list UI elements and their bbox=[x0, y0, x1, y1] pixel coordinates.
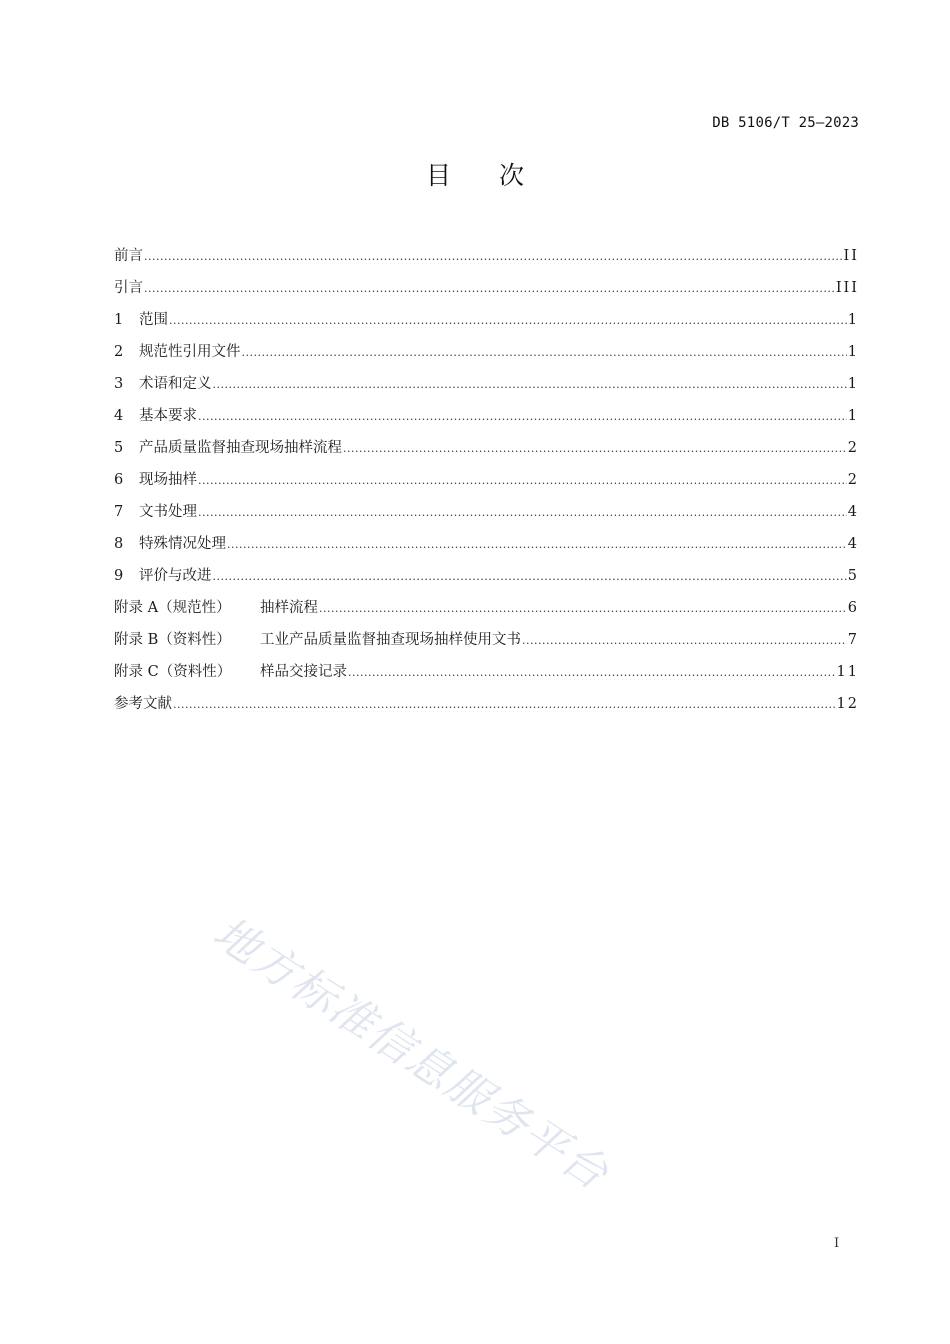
toc-entry-label: 抽样流程 bbox=[260, 600, 318, 616]
toc-entry-label: 工业产品质量监督抽查现场抽样使用文书 bbox=[260, 632, 521, 648]
toc-entry-number: 8 bbox=[114, 536, 124, 552]
dot-leader bbox=[242, 346, 847, 359]
toc-entry-label: 引言 bbox=[114, 280, 143, 296]
toc-entry-number: 5 bbox=[114, 440, 124, 456]
toc-entry-bibliography[interactable] bbox=[114, 692, 859, 724]
toc-entry-label: 评价与改进 bbox=[139, 568, 212, 584]
toc-entry-label: 前言 bbox=[114, 248, 143, 264]
toc-entry-scope[interactable] bbox=[114, 308, 859, 340]
dot-leader bbox=[522, 634, 847, 647]
document-code: DB 5106/T 25—2023 bbox=[712, 115, 859, 131]
toc-entry-page: 7 bbox=[847, 632, 859, 648]
toc-entry-basic-requirements[interactable] bbox=[114, 404, 859, 436]
dot-leader bbox=[144, 282, 835, 295]
toc-entry-evaluation[interactable] bbox=[114, 564, 859, 596]
toc-entry-label: 参考文献 bbox=[114, 696, 172, 712]
table-of-contents bbox=[114, 244, 859, 724]
toc-entry-page: 2 bbox=[847, 472, 859, 488]
dot-leader bbox=[213, 570, 847, 583]
toc-entry-onsite-sampling[interactable] bbox=[114, 468, 859, 500]
toc-entry-page: 1 bbox=[847, 344, 859, 360]
dot-leader bbox=[198, 506, 847, 519]
toc-entry-page: 4 bbox=[847, 536, 859, 552]
dot-leader bbox=[227, 538, 847, 551]
dot-leader bbox=[348, 666, 836, 679]
toc-entry-introduction[interactable] bbox=[114, 276, 859, 308]
toc-entry-number: 1 bbox=[114, 312, 124, 328]
toc-entry-page: 1 bbox=[847, 376, 859, 392]
toc-entry-special-cases[interactable] bbox=[114, 532, 859, 564]
toc-entry-page: II bbox=[843, 248, 859, 264]
dot-leader bbox=[144, 250, 843, 263]
toc-entry-document-handling[interactable] bbox=[114, 500, 859, 532]
toc-entry-number: 3 bbox=[114, 376, 124, 392]
toc-entry-number: 4 bbox=[114, 408, 124, 424]
toc-entry-page: 1 bbox=[847, 408, 859, 424]
toc-entry-label: 术语和定义 bbox=[139, 376, 212, 392]
toc-entry-sampling-process[interactable] bbox=[114, 436, 859, 468]
toc-entry-foreword[interactable] bbox=[114, 244, 859, 276]
toc-entry-label: 基本要求 bbox=[139, 408, 197, 424]
toc-entry-label: 特殊情况处理 bbox=[139, 536, 226, 552]
dot-leader bbox=[213, 378, 847, 391]
page-title: 目次 bbox=[425, 161, 572, 190]
toc-entry-normative-references[interactable] bbox=[114, 340, 859, 372]
dot-leader bbox=[173, 698, 836, 711]
toc-entry-page: 4 bbox=[847, 504, 859, 520]
toc-entry-appendix-b[interactable] bbox=[114, 628, 859, 660]
toc-entry-appendix: 附录 A（规范性） bbox=[114, 600, 231, 616]
toc-entry-number: 9 bbox=[114, 568, 124, 584]
toc-entry-label: 文书处理 bbox=[139, 504, 197, 520]
watermark: 地方标准信息服务平台 bbox=[204, 907, 618, 1201]
toc-entry-label: 产品质量监督抽查现场抽样流程 bbox=[139, 440, 342, 456]
toc-entry-appendix-a[interactable] bbox=[114, 596, 859, 628]
toc-entry-label: 现场抽样 bbox=[139, 472, 197, 488]
dot-leader bbox=[169, 314, 847, 327]
toc-entry-page: 6 bbox=[847, 600, 859, 616]
page-number: I bbox=[834, 1236, 840, 1251]
toc-entry-number: 6 bbox=[114, 472, 124, 488]
toc-entry-page: 5 bbox=[847, 568, 859, 584]
dot-leader bbox=[198, 410, 847, 423]
toc-entry-terms[interactable] bbox=[114, 372, 859, 404]
toc-entry-label: 样品交接记录 bbox=[260, 664, 347, 680]
toc-entry-label: 范围 bbox=[139, 312, 168, 328]
toc-entry-page: III bbox=[835, 280, 859, 296]
toc-entry-number: 2 bbox=[114, 344, 124, 360]
toc-entry-label: 规范性引用文件 bbox=[139, 344, 241, 360]
toc-entry-page: 2 bbox=[847, 440, 859, 456]
dot-leader bbox=[319, 602, 847, 615]
dot-leader bbox=[198, 474, 847, 487]
toc-entry-page: 1 bbox=[847, 312, 859, 328]
toc-entry-appendix: 附录 C（资料性） bbox=[114, 664, 232, 680]
toc-entry-appendix-c[interactable] bbox=[114, 660, 859, 692]
toc-entry-page: 12 bbox=[836, 696, 859, 712]
toc-entry-appendix: 附录 B（资料性） bbox=[114, 632, 231, 648]
toc-entry-page: 11 bbox=[836, 664, 859, 680]
toc-entry-number: 7 bbox=[114, 504, 124, 520]
dot-leader bbox=[343, 442, 847, 455]
